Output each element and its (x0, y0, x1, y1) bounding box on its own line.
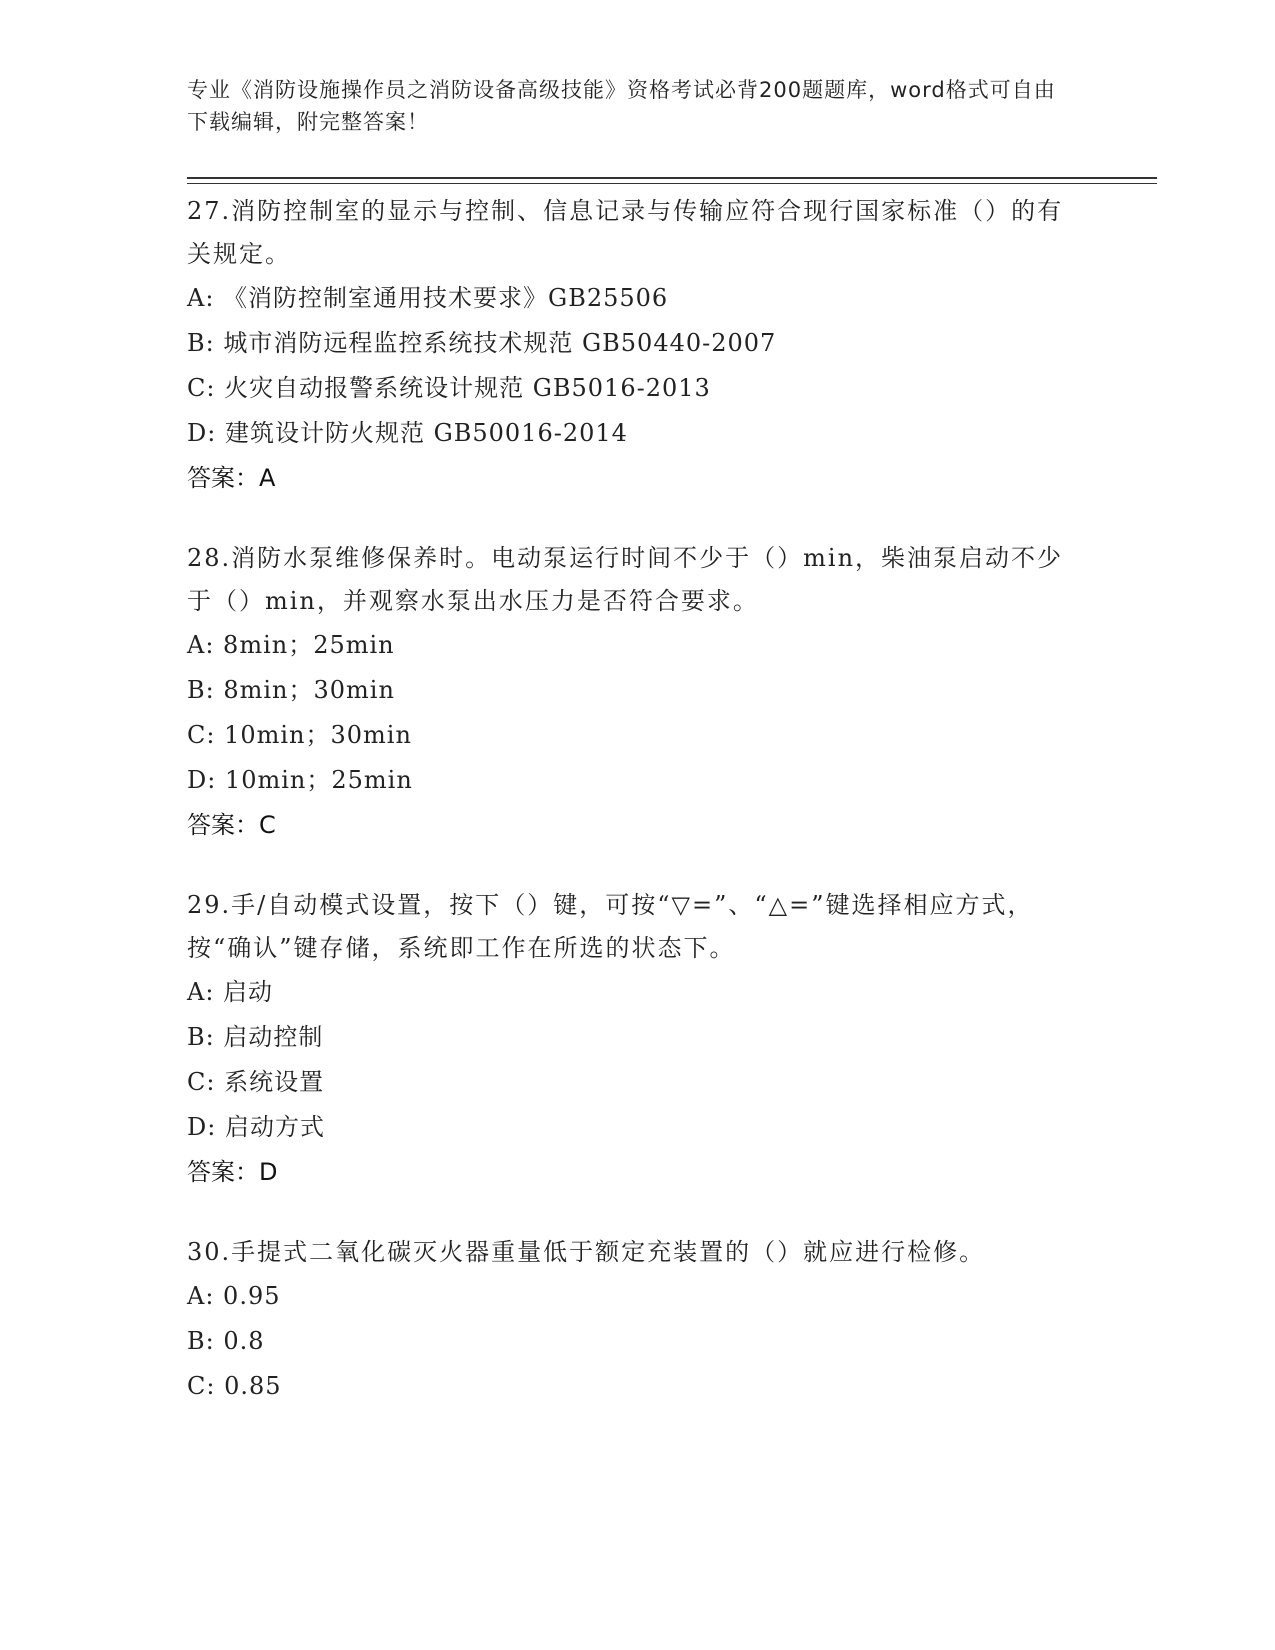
question-text: 30.手提式二氧化碳灭火器重量低于额定充装置的（）就应进行检修。 (187, 1238, 986, 1266)
answer: 答案：A (187, 464, 276, 492)
option-a: A: 《消防控制室通用技术要求》GB25506 (187, 284, 669, 312)
option-a: A: 0.95 (187, 1282, 281, 1310)
option-d: D: 10min；25min (187, 766, 413, 794)
option-a: A: 启动 (187, 978, 274, 1006)
answer: 答案：C (187, 811, 276, 839)
option-a: A: 8min；25min (187, 631, 395, 659)
option-b: B: 0.8 (187, 1327, 265, 1355)
question-28 (187, 537, 1087, 848)
option-b: B: 城市消防远程监控系统技术规范 GB50440-2007 (187, 329, 777, 357)
option-d: D: 建筑设计防火规范 GB50016-2014 (187, 419, 628, 447)
option-c: C: 系统设置 (187, 1068, 325, 1096)
question-30 (187, 1231, 1087, 1409)
option-c: C: 10min；30min (187, 721, 412, 749)
question-27 (187, 190, 1087, 501)
question-text: 27.消防控制室的显示与控制、信息记录与传输应符合现行国家标准（）的有关规定。 (187, 197, 1064, 268)
option-c: C: 火灾自动报警系统设计规范 GB5016-2013 (187, 374, 711, 402)
option-b: B: 启动控制 (187, 1023, 324, 1051)
question-list (187, 190, 1087, 1445)
question-text: 28.消防水泵维修保养时。电动泵运行时间不少于（）min，柴油泵启动不少于（）min，并观察水泵出水压力是否符合要求。 (187, 544, 1064, 615)
option-d: D: 启动方式 (187, 1113, 325, 1141)
header-divider-thick (187, 177, 1157, 179)
question-text: 29.手/自动模式设置，按下（）键，可按“▽=”、“△=”键选择相应方式，按“确认”键存储，系统即工作在所选的状态下。 (187, 891, 1034, 962)
option-c: C: 0.85 (187, 1372, 282, 1400)
header-divider-thin (187, 183, 1157, 184)
question-29 (187, 884, 1087, 1195)
answer: 答案：D (187, 1158, 278, 1186)
document-header: 专业《消防设施操作员之消防设备高级技能》资格考试必背200题题库，word格式可自由下载编辑，附完整答案！ (187, 78, 1056, 134)
option-b: B: 8min；30min (187, 676, 395, 704)
